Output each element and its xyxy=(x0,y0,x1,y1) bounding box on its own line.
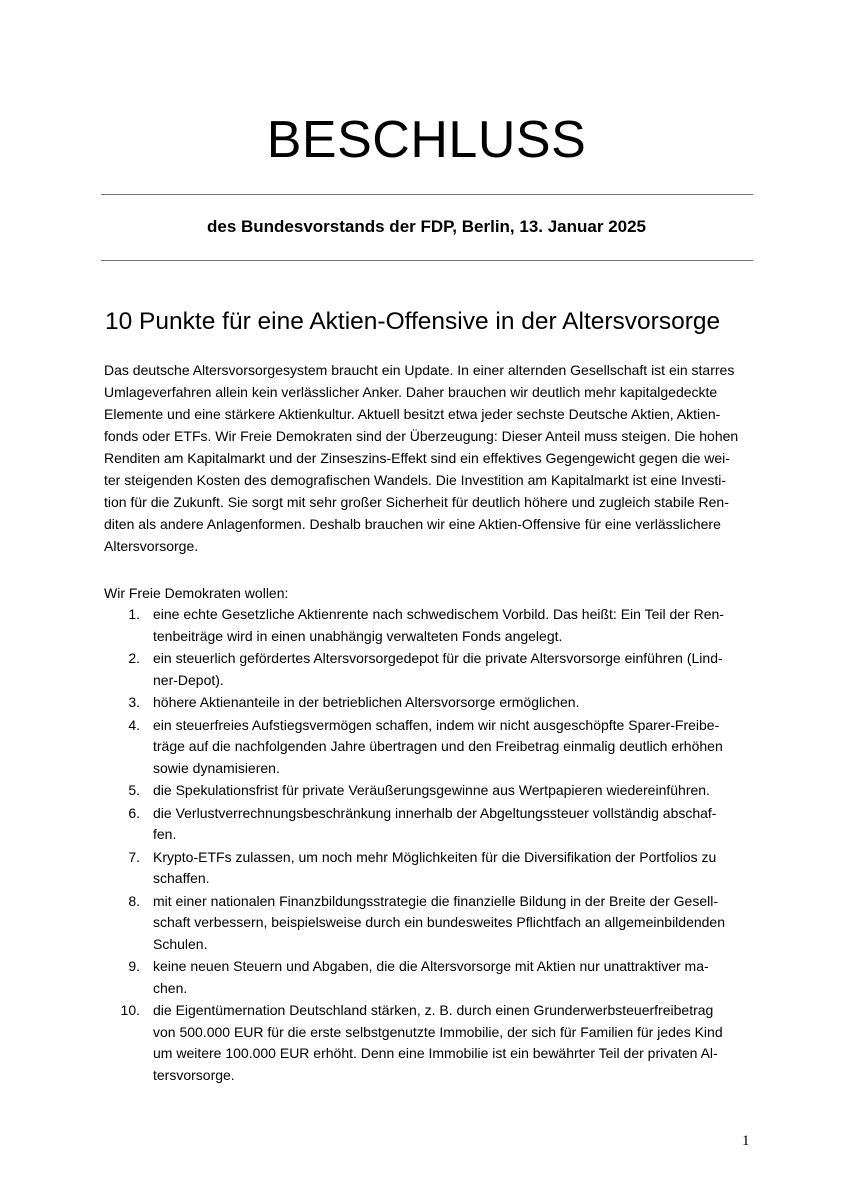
title-divider-top xyxy=(101,194,753,195)
list-item-text-line: fen. xyxy=(153,826,177,842)
intro-line: diten als andere Anlagenformen. Deshalb brauchen wir eine Aktien-Offensive für eine verlässlichere xyxy=(104,516,721,532)
list-item-number: 6. xyxy=(128,804,140,821)
list-item-number: 10. xyxy=(120,1002,140,1018)
list-item-text-line: sowie dynamisieren. xyxy=(153,759,280,776)
list-item-number: 5. xyxy=(128,782,140,798)
list-item xyxy=(104,956,754,999)
list-item-text-line: schaffen. xyxy=(153,870,210,886)
list-item-text-line: die Eigentümernation Deutschland stärken, z. B. durch einen Grunderwerbsteuerfreibetrag xyxy=(153,1002,714,1018)
list-item-text-line: höhere Aktienanteile in der betrieblichen Altersvorsorge ermöglichen. xyxy=(153,694,580,710)
demands-list xyxy=(104,604,754,1087)
intro-line: fonds oder ETFs. Wir Freie Demokraten sind der Überzeugung: Dieser Anteil muss steigen. Die hohen xyxy=(104,428,739,444)
list-item-text-line: ein steuerfreies Aufstiegsvermögen schaffen, indem wir nicht ausgeschöpfte Sparer-Freibe- xyxy=(153,716,720,733)
list-lead: Wir Freie Demokraten wollen: xyxy=(104,585,289,601)
list-item xyxy=(104,847,754,890)
list-item xyxy=(104,604,754,647)
document-subtitle: des Bundesvorstands der FDP, Berlin, 13. Januar 2025 xyxy=(206,217,647,236)
intro-paragraph xyxy=(104,359,754,557)
list-item-text-line: mit einer nationalen Finanzbildungsstrategie die finanzielle Bildung in der Breite der Gesell- xyxy=(153,892,718,909)
intro-line: Elemente und eine stärkere Aktienkultur. Aktuell besitzt etwa jeder sechste Deutsche Aktien, Aktien- xyxy=(104,406,721,422)
list-item xyxy=(104,803,754,846)
list-item-text-line: Krypto-ETFs zulassen, um noch mehr Möglichkeiten für die Diversifikation der Portfolios zu xyxy=(153,848,717,865)
list-item-text-line: chen. xyxy=(153,979,188,996)
list-item-text-line: tenbeiträge wird in einen unabhängig verwalteten Fonds angelegt. xyxy=(153,627,563,644)
list-item-number: 1. xyxy=(128,606,140,622)
list-item-text-line: keine neuen Steuern und Abgaben, die die Altersvorsorge mit Aktien nur unattraktiver ma- xyxy=(153,958,709,974)
list-item-number: 3. xyxy=(128,694,140,710)
list-item xyxy=(104,692,754,714)
list-item-number: 2. xyxy=(128,650,140,666)
list-item-text-line: die Spekulationsfrist für private Veräußerungsgewinne aus Wertpapieren wiedereinführen. xyxy=(153,782,710,798)
list-item xyxy=(104,715,754,780)
intro-line: tion für die Zukunft. Sie sorgt mit sehr großer Sicherheit für deutlich höhere und zugleich stabile Ren- xyxy=(104,494,729,510)
list-item-number: 9. xyxy=(128,958,140,974)
intro-line: ter steigenden Kosten des demografischen Wandels. Die Investition am Kapitalmarkt ist eine Investi- xyxy=(104,472,727,488)
list-item-text-line: träge auf die nachfolgenden Jahre übertragen und den Freibetrag einmalig deutlich erhöhen xyxy=(153,738,723,754)
list-item-text-line: tersvorsorge. xyxy=(153,1066,235,1083)
list-item-number: 8. xyxy=(128,892,140,909)
list-item-text-line: eine echte Gesetzliche Aktienrente nach schwedischem Vorbild. Das heißt: Ein Teil der Ren- xyxy=(153,606,724,622)
intro-line: Umlageverfahren allein kein verlässlicher Anker. Daher brauchen wir deutlich mehr kapitalgedeckte xyxy=(104,384,718,400)
list-item-number: 7. xyxy=(128,848,140,865)
list-item-text-line: ein steuerlich gefördertes Altersvorsorgedepot für die private Altersvorsorge einführen (Lind- xyxy=(153,650,723,666)
list-item xyxy=(104,780,754,802)
list-item-text-line: um weitere 100.000 EUR erhöht. Denn eine Immobilie ist ein bewährter Teil der privaten Al- xyxy=(153,1045,718,1061)
page-number: 1 xyxy=(742,1133,750,1149)
intro-line: Altersvorsorge. xyxy=(104,538,199,554)
list-item-text-line: die Verlustverrechnungsbeschränkung innerhalb der Abgeltungssteuer vollständig abschaf- xyxy=(153,804,717,821)
list-item xyxy=(104,648,754,691)
list-item-number: 4. xyxy=(128,716,140,733)
intro-line: Renditen am Kapitalmarkt und der Zinseszins-Effekt sind ein effektives Gegengewicht gegen die wei- xyxy=(104,450,730,466)
list-item-text-line: von 500.000 EUR für die erste selbstgenutzte Immobilie, der sich für Familien für jedes Kind xyxy=(153,1023,723,1040)
list-item xyxy=(104,1000,754,1086)
list-item-text-line: ner-Depot). xyxy=(153,671,224,688)
title-divider-bottom xyxy=(101,260,753,261)
document-title: BESCHLUSS xyxy=(266,111,587,169)
list-item-text-line: schaft verbessern, beispielsweise durch ein bundesweites Pflichtfach an allgemeinbildenden xyxy=(153,914,726,930)
list-item xyxy=(104,891,754,956)
list-item-text-line: Schulen. xyxy=(153,935,208,952)
intro-line: Das deutsche Altersvorsorgesystem braucht ein Update. In einer alternden Gesellschaft ist ein starres xyxy=(104,362,735,378)
section-heading: 10 Punkte für eine Aktien-Offensive in der Altersvorsorge xyxy=(105,308,721,335)
